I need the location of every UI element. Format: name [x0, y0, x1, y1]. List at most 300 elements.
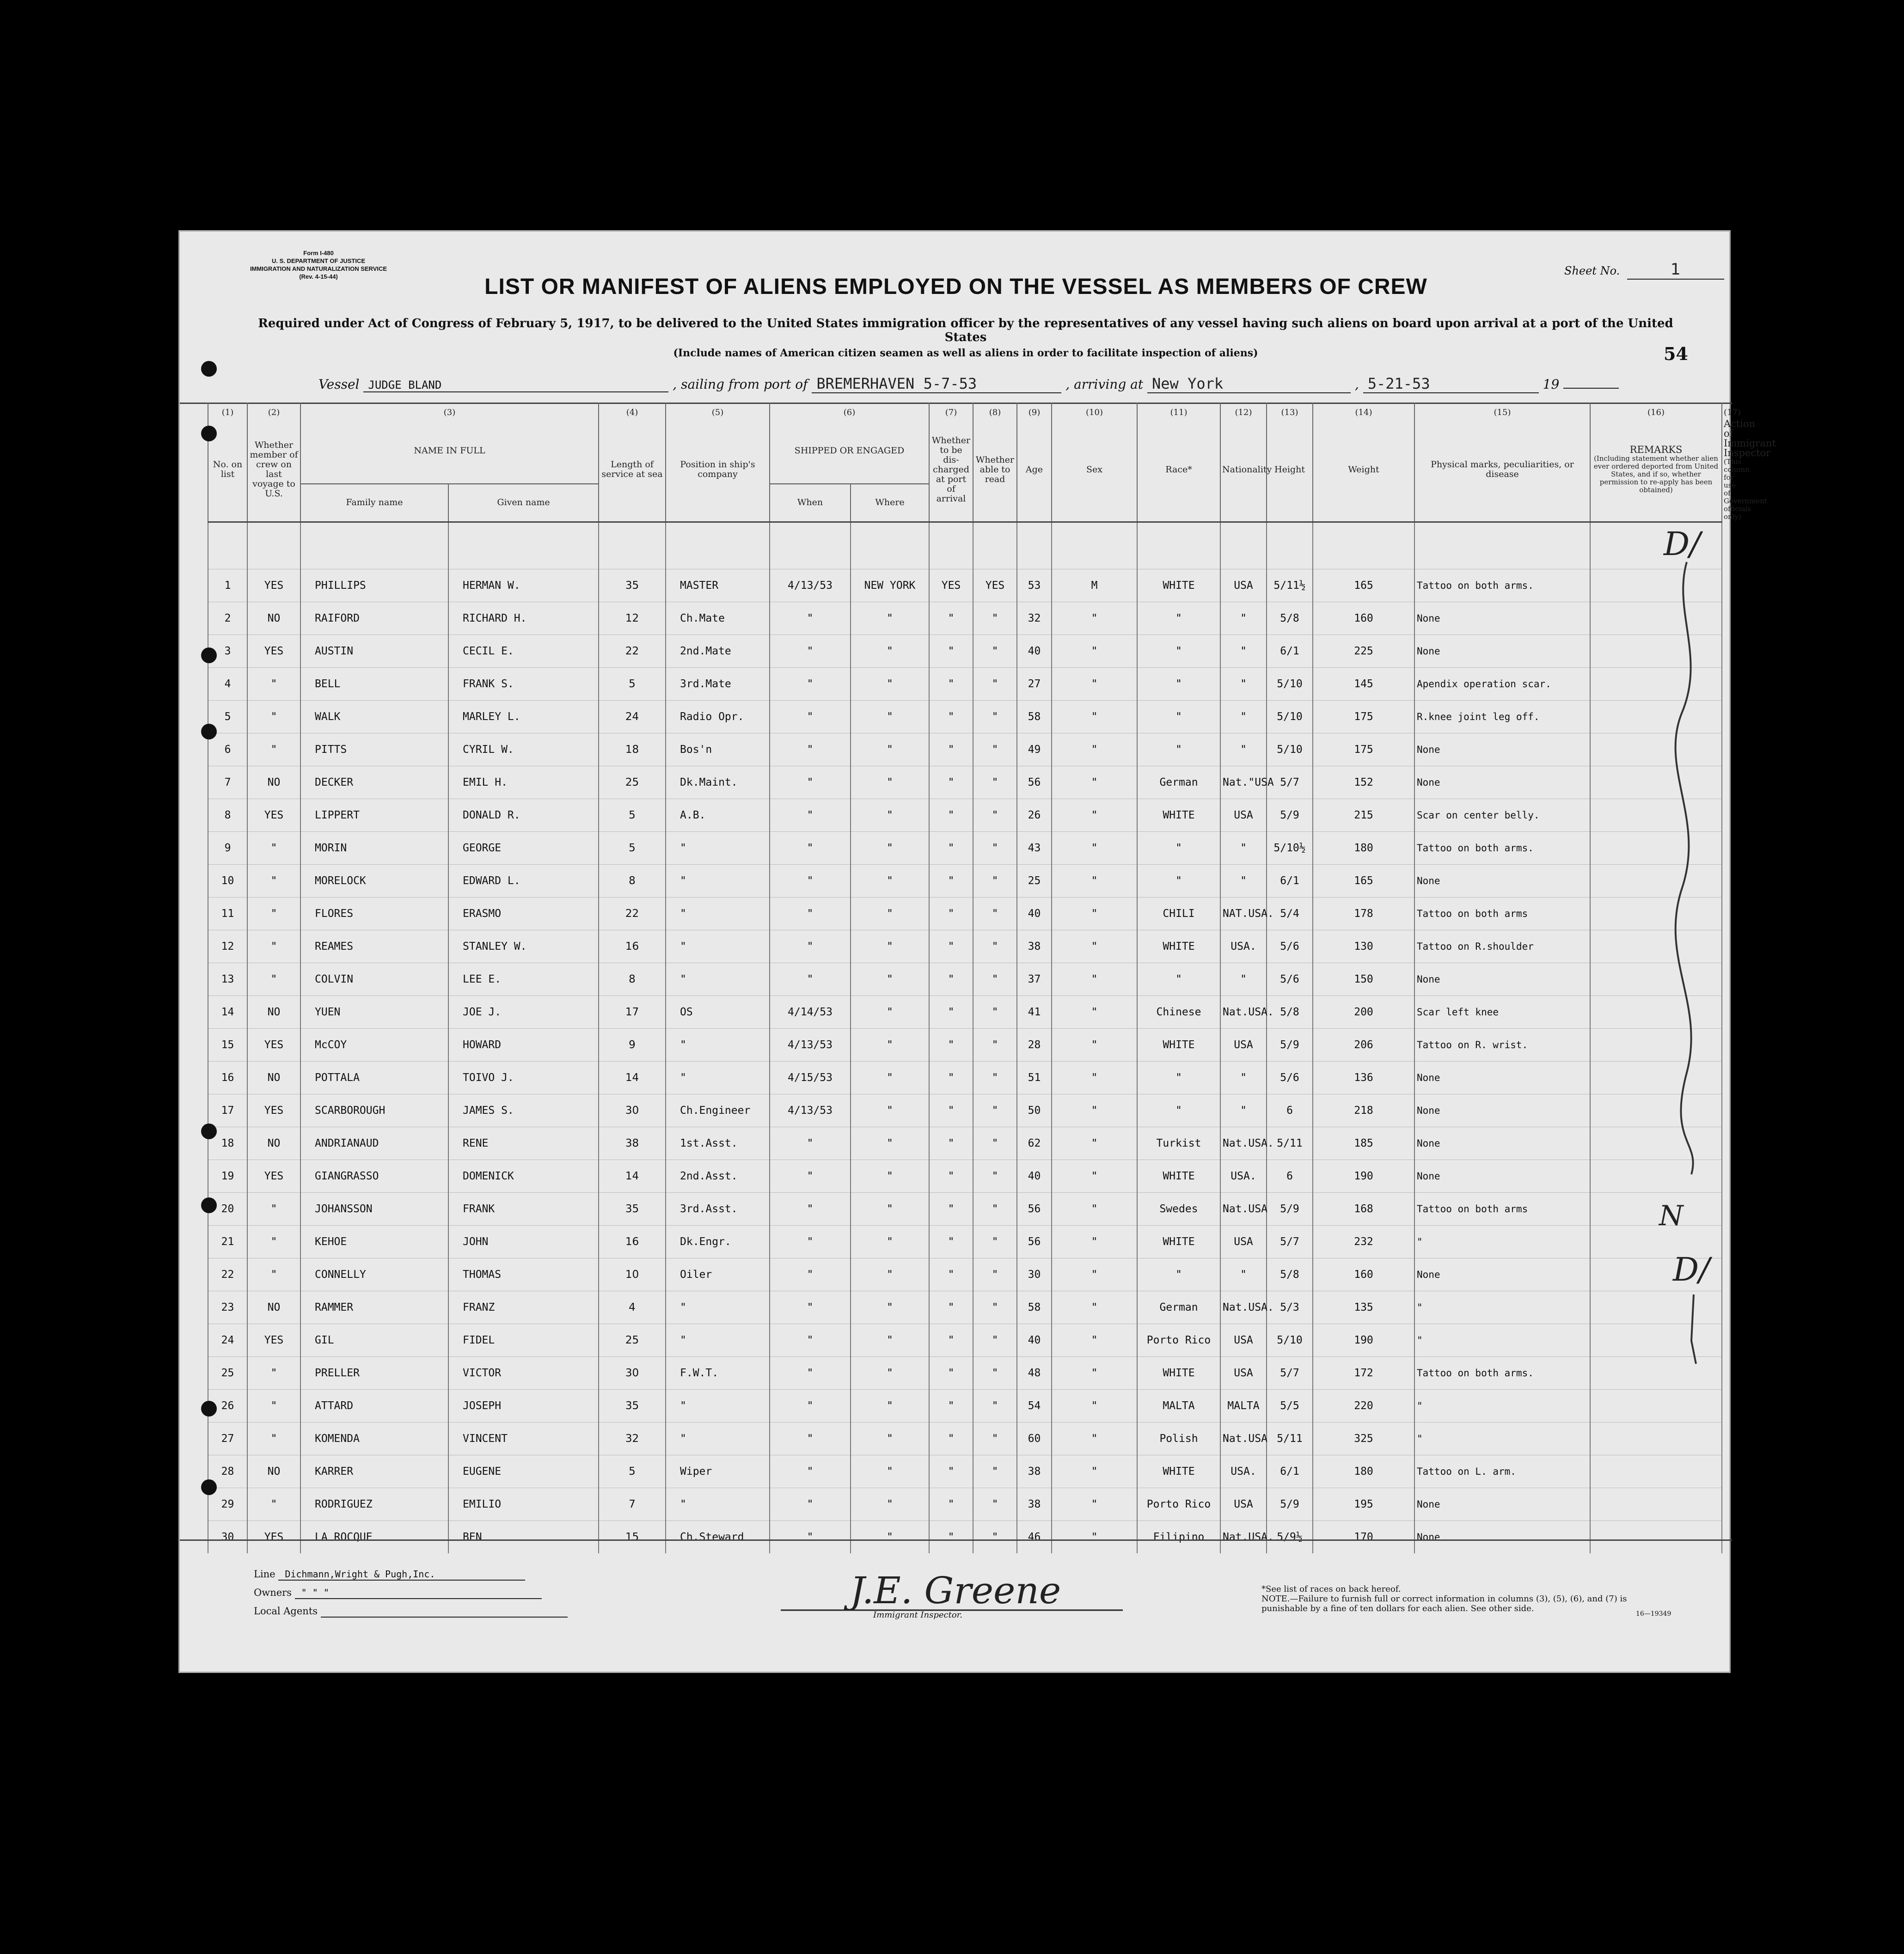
family-name: YUEN: [300, 995, 448, 1028]
family-name: ATTARD: [300, 1389, 448, 1422]
table-row: [208, 1192, 1722, 1225]
vessel-name: JUDGE BLAND: [363, 379, 668, 392]
shipped-when: ": [770, 602, 851, 635]
row-number: 28: [208, 1455, 247, 1488]
discharged: ": [929, 897, 973, 930]
member-last-voyage: ": [247, 733, 300, 766]
given-name: FRANZ: [448, 1291, 599, 1324]
nationality: Nat."USA: [1220, 766, 1267, 799]
length-of-service: 10: [599, 1258, 666, 1291]
length-of-service: 35: [599, 1389, 666, 1422]
member-last-voyage: ": [247, 930, 300, 963]
length-of-service: 14: [599, 1061, 666, 1094]
height: 5/10: [1267, 667, 1313, 700]
continuation-line: [1676, 562, 1693, 1174]
given-name: DOMENICK: [448, 1160, 599, 1192]
member-last-voyage: NO: [247, 1127, 300, 1160]
sex: ": [1052, 930, 1137, 963]
col-number: (1): [208, 403, 247, 418]
physical-marks: None: [1414, 635, 1590, 667]
able-to-read: ": [973, 1160, 1017, 1192]
family-name: JOHANSSON: [300, 1192, 448, 1225]
weight: 325: [1313, 1422, 1414, 1455]
row-number: 16: [208, 1061, 247, 1094]
height: 5/9: [1267, 799, 1313, 831]
sex: ": [1052, 700, 1137, 733]
nationality: USA: [1220, 1488, 1267, 1520]
physical-marks: Tattoo on both arms.: [1414, 831, 1590, 864]
able-to-read: ": [973, 1192, 1017, 1225]
position: ": [666, 864, 770, 897]
shipped-when: ": [770, 1291, 851, 1324]
sex: ": [1052, 1324, 1137, 1356]
nationality: ": [1220, 864, 1267, 897]
shipped-when: ": [770, 1160, 851, 1192]
nationality: Nat.USA: [1220, 1192, 1267, 1225]
discharged: ": [929, 1291, 973, 1324]
physical-marks: ": [1414, 1291, 1590, 1324]
physical-marks: Tattoo on L. arm.: [1414, 1455, 1590, 1488]
table-row: [208, 1422, 1722, 1455]
sex: ": [1052, 1192, 1137, 1225]
able-to-read: ": [973, 1258, 1017, 1291]
signature-text: J.E. Greene: [850, 1569, 1061, 1612]
weight: 185: [1313, 1127, 1414, 1160]
physical-marks: None: [1414, 602, 1590, 635]
age: 48: [1017, 1356, 1052, 1389]
nationality: ": [1220, 831, 1267, 864]
given-name: THOMAS: [448, 1258, 599, 1291]
col-number: (2): [247, 403, 300, 418]
length-of-service: 5: [599, 831, 666, 864]
nationality: Nat.USA.: [1220, 995, 1267, 1028]
table-row: [208, 799, 1722, 831]
able-to-read: ": [973, 602, 1017, 635]
age: 40: [1017, 635, 1052, 667]
race: ": [1137, 667, 1220, 700]
sheet-label: Sheet No.: [1564, 264, 1620, 277]
length-of-service: 22: [599, 897, 666, 930]
shipped-when: ": [770, 667, 851, 700]
shipped-where: ": [851, 1356, 929, 1389]
member-last-voyage: ": [247, 1488, 300, 1520]
shipped-where: ": [851, 897, 929, 930]
col-number: (3): [300, 403, 599, 418]
member-last-voyage: YES: [247, 635, 300, 667]
member-last-voyage: YES: [247, 1028, 300, 1061]
race: German: [1137, 1291, 1220, 1324]
discharged: ": [929, 1520, 973, 1553]
physical-marks: Tattoo on both arms.: [1414, 1356, 1590, 1389]
nationality: ": [1220, 635, 1267, 667]
position: ": [666, 1028, 770, 1061]
crew-rows: [208, 522, 1722, 1553]
race: ": [1137, 831, 1220, 864]
table-row: [208, 930, 1722, 963]
header-when: When: [770, 484, 851, 522]
discharged: ": [929, 995, 973, 1028]
sex: ": [1052, 667, 1137, 700]
weight: 218: [1313, 1094, 1414, 1127]
position: 1st.Asst.: [666, 1127, 770, 1160]
age: 40: [1017, 897, 1052, 930]
height: 6/1: [1267, 1455, 1313, 1488]
family-name: WALK: [300, 700, 448, 733]
col-number: (14): [1313, 403, 1414, 418]
table-row: [208, 1455, 1722, 1488]
owners-field: [254, 1587, 542, 1599]
sex: ": [1052, 963, 1137, 995]
height: 5/6: [1267, 1061, 1313, 1094]
header-sex: Sex: [1052, 418, 1137, 522]
inspector-label: Immigrant Inspector.: [873, 1610, 963, 1620]
height: 5/11: [1267, 1422, 1313, 1455]
row-number: 4: [208, 667, 247, 700]
col-number: (13): [1267, 403, 1313, 418]
height: 5/9: [1267, 1488, 1313, 1520]
given-name: JOSEPH: [448, 1389, 599, 1422]
table-row: [208, 569, 1722, 602]
physical-marks: None: [1414, 1488, 1590, 1520]
shipped-where: ": [851, 1422, 929, 1455]
given-name: EDWARD L.: [448, 864, 599, 897]
shipped-where: ": [851, 766, 929, 799]
discharged: YES: [929, 569, 973, 602]
length-of-service: 16: [599, 930, 666, 963]
sex: ": [1052, 1356, 1137, 1389]
table-row: [208, 831, 1722, 864]
given-name: HERMAN W.: [448, 569, 599, 602]
row-number: 14: [208, 995, 247, 1028]
inspector-marks: [1654, 518, 1728, 1535]
shipped-where: ": [851, 667, 929, 700]
sex: ": [1052, 635, 1137, 667]
physical-marks: Tattoo on both arms: [1414, 897, 1590, 930]
able-to-read: ": [973, 1488, 1017, 1520]
row-number: 12: [208, 930, 247, 963]
able-to-read: ": [973, 667, 1017, 700]
shipped-where: ": [851, 1127, 929, 1160]
able-to-read: ": [973, 864, 1017, 897]
age: 56: [1017, 1192, 1052, 1225]
nationality: USA: [1220, 1028, 1267, 1061]
family-name: KOMENDA: [300, 1422, 448, 1455]
vessel-label: Vessel: [318, 377, 360, 392]
nationality: USA.: [1220, 930, 1267, 963]
row-number: 5: [208, 700, 247, 733]
given-name: GEORGE: [448, 831, 599, 864]
nationality: Nat.USA: [1220, 1422, 1267, 1455]
header-where: Where: [851, 484, 929, 522]
sex: ": [1052, 995, 1137, 1028]
nationality: USA: [1220, 569, 1267, 602]
weight: 160: [1313, 1258, 1414, 1291]
height: 5/9: [1267, 1192, 1313, 1225]
discharged: ": [929, 1192, 973, 1225]
col-number: (6): [770, 403, 929, 418]
sex: ": [1052, 1520, 1137, 1553]
position: 3rd.Asst.: [666, 1192, 770, 1225]
shipped-where: ": [851, 700, 929, 733]
member-last-voyage: NO: [247, 1455, 300, 1488]
agents-label: Local Agents: [254, 1606, 318, 1617]
shipped-when: ": [770, 1225, 851, 1258]
position: ": [666, 1061, 770, 1094]
manifest-sheet: [178, 230, 1776, 1673]
given-name: TOIVO J.: [448, 1061, 599, 1094]
discharged: ": [929, 602, 973, 635]
shipped-where: ": [851, 1192, 929, 1225]
given-name: JOHN: [448, 1225, 599, 1258]
nationality: USA: [1220, 799, 1267, 831]
shipped-where: ": [851, 602, 929, 635]
nationality: ": [1220, 700, 1267, 733]
shipped-when: ": [770, 864, 851, 897]
owners-label: Owners: [254, 1587, 292, 1598]
header-discharged: Whether to be dis-charged at port of arrival: [929, 418, 973, 522]
length-of-service: 30: [599, 1094, 666, 1127]
member-last-voyage: ": [247, 1389, 300, 1422]
race: ": [1137, 1258, 1220, 1291]
table-row: [208, 1258, 1722, 1291]
weight: 232: [1313, 1225, 1414, 1258]
race: ": [1137, 963, 1220, 995]
length-of-service: 35: [599, 569, 666, 602]
weight: 130: [1313, 930, 1414, 963]
shipped-where: ": [851, 963, 929, 995]
race: ": [1137, 864, 1220, 897]
able-to-read: ": [973, 995, 1017, 1028]
table-row: [208, 1389, 1722, 1422]
position: 2nd.Asst.: [666, 1160, 770, 1192]
position: ": [666, 831, 770, 864]
position: ": [666, 1324, 770, 1356]
position: OS: [666, 995, 770, 1028]
race: WHITE: [1137, 799, 1220, 831]
weight: 175: [1313, 733, 1414, 766]
given-name: MARLEY L.: [448, 700, 599, 733]
member-last-voyage: NO: [247, 602, 300, 635]
family-name: COLVIN: [300, 963, 448, 995]
family-name: MORIN: [300, 831, 448, 864]
position: Bos'n: [666, 733, 770, 766]
length-of-service: 8: [599, 864, 666, 897]
shipped-when: ": [770, 1192, 851, 1225]
sex: ": [1052, 864, 1137, 897]
header-position: Position in ship's company: [666, 418, 770, 522]
height: 5/7: [1267, 1356, 1313, 1389]
member-last-voyage: ": [247, 1422, 300, 1455]
col-number: (16): [1590, 403, 1722, 418]
member-last-voyage: ": [247, 831, 300, 864]
height: 5/11: [1267, 1127, 1313, 1160]
weight: 165: [1313, 569, 1414, 602]
family-name: PITTS: [300, 733, 448, 766]
shipped-when: 4/13/53: [770, 1094, 851, 1127]
sailing-port: BREMERHAVEN 5-7-53: [812, 375, 1061, 393]
discharged: ": [929, 1160, 973, 1192]
given-name: CYRIL W.: [448, 733, 599, 766]
height: 5/9: [1267, 1028, 1313, 1061]
position: Oiler: [666, 1258, 770, 1291]
shipped-where: ": [851, 930, 929, 963]
height: 5/10½: [1267, 831, 1313, 864]
shipped-when: ": [770, 963, 851, 995]
physical-marks: ": [1414, 1389, 1590, 1422]
family-name: RAMMER: [300, 1291, 448, 1324]
given-name: EMIL H.: [448, 766, 599, 799]
able-to-read: ": [973, 1061, 1017, 1094]
member-last-voyage: YES: [247, 1520, 300, 1553]
given-name: JOE J.: [448, 995, 599, 1028]
row-number: 15: [208, 1028, 247, 1061]
nationality: ": [1220, 733, 1267, 766]
able-to-read: ": [973, 635, 1017, 667]
inspector-mark: D/: [1673, 1251, 1710, 1288]
height: 5/7: [1267, 1225, 1313, 1258]
row-number: 2: [208, 602, 247, 635]
physical-marks: Tattoo on both arms: [1414, 1192, 1590, 1225]
discharged: ": [929, 1127, 973, 1160]
physical-marks: Tattoo on both arms.: [1414, 569, 1590, 602]
header-length-of-service: Length of service at sea: [599, 418, 666, 522]
position: ": [666, 963, 770, 995]
family-name: AUSTIN: [300, 635, 448, 667]
col-number: (12): [1220, 403, 1267, 418]
print-number: 16—19349: [1636, 1610, 1671, 1618]
col-number: (15): [1414, 403, 1590, 418]
weight: 175: [1313, 700, 1414, 733]
family-name: ANDRIANAUD: [300, 1127, 448, 1160]
nationality: Nat.USA.: [1220, 1127, 1267, 1160]
length-of-service: 8: [599, 963, 666, 995]
nationality: USA: [1220, 1225, 1267, 1258]
sex: ": [1052, 1061, 1137, 1094]
punch-hole: [201, 1124, 217, 1139]
physical-marks: None: [1414, 1061, 1590, 1094]
age: 58: [1017, 700, 1052, 733]
physical-marks: Apendix operation scar.: [1414, 667, 1590, 700]
shipped-where: ": [851, 1225, 929, 1258]
sex: ": [1052, 1291, 1137, 1324]
race: ": [1137, 1061, 1220, 1094]
able-to-read: ": [973, 963, 1017, 995]
weight: 150: [1313, 963, 1414, 995]
family-name: KARRER: [300, 1455, 448, 1488]
member-last-voyage: ": [247, 700, 300, 733]
discharged: ": [929, 1258, 973, 1291]
family-name: PHILLIPS: [300, 569, 448, 602]
physical-marks: None: [1414, 1127, 1590, 1160]
col-number: (9): [1017, 403, 1052, 418]
nationality: ": [1220, 1258, 1267, 1291]
shipped-where: ": [851, 1160, 929, 1192]
shipped-when: ": [770, 635, 851, 667]
height: 5/9½: [1267, 1520, 1313, 1553]
physical-marks: None: [1414, 1094, 1590, 1127]
age: 43: [1017, 831, 1052, 864]
weight: 135: [1313, 1291, 1414, 1324]
punch-hole: [201, 1479, 217, 1495]
race: WHITE: [1137, 569, 1220, 602]
year-label: 19: [1543, 377, 1560, 392]
row-number: 8: [208, 799, 247, 831]
physical-marks: ": [1414, 1225, 1590, 1258]
shipped-where: ": [851, 1520, 929, 1553]
family-name: KEHOE: [300, 1225, 448, 1258]
age: 46: [1017, 1520, 1052, 1553]
shipped-when: ": [770, 1258, 851, 1291]
shipped-where: ": [851, 1324, 929, 1356]
able-to-read: ": [973, 1324, 1017, 1356]
shipped-when: ": [770, 700, 851, 733]
physical-marks: ": [1414, 1422, 1590, 1455]
nationality: MALTA: [1220, 1389, 1267, 1422]
race: WHITE: [1137, 1225, 1220, 1258]
table-row: [208, 1061, 1722, 1094]
shipped-when: ": [770, 1324, 851, 1356]
weight: 190: [1313, 1160, 1414, 1192]
shipped-when: 4/14/53: [770, 995, 851, 1028]
shipped-when: ": [770, 897, 851, 930]
row-number: 1: [208, 569, 247, 602]
member-last-voyage: ": [247, 864, 300, 897]
height: 5/8: [1267, 995, 1313, 1028]
shipped-when: ": [770, 766, 851, 799]
physical-marks: R.knee joint leg off.: [1414, 700, 1590, 733]
table-row: [208, 1225, 1722, 1258]
include-note: (Include names of American citizen seamen as well as aliens in order to facilitate inspection of aliens): [673, 347, 1258, 359]
header-nationality: Nationality: [1220, 418, 1267, 522]
nationality: ": [1220, 602, 1267, 635]
remarks-subtitle: (Including statement whether alien ever ordered deported from United States, and if so, whether permission to re-apply has been obtained): [1593, 454, 1719, 495]
line-value: Dichmann,Wright & Pugh,Inc.: [278, 1569, 525, 1581]
shipped-where: ": [851, 995, 929, 1028]
length-of-service: 5: [599, 1455, 666, 1488]
length-of-service: 22: [599, 635, 666, 667]
age: 40: [1017, 1324, 1052, 1356]
punch-hole: [201, 1401, 217, 1417]
age: 56: [1017, 766, 1052, 799]
able-to-read: ": [973, 733, 1017, 766]
physical-marks: Tattoo on R. wrist.: [1414, 1028, 1590, 1061]
table-row: [208, 766, 1722, 799]
sex: ": [1052, 1422, 1137, 1455]
header-race: Race*: [1137, 418, 1220, 522]
discharged: ": [929, 1356, 973, 1389]
weight: 152: [1313, 766, 1414, 799]
member-last-voyage: NO: [247, 1061, 300, 1094]
nationality: USA: [1220, 1324, 1267, 1356]
punch-hole: [201, 426, 217, 441]
age: 40: [1017, 1160, 1052, 1192]
able-to-read: ": [973, 930, 1017, 963]
age: 28: [1017, 1028, 1052, 1061]
sex: ": [1052, 1389, 1137, 1422]
race: WHITE: [1137, 1356, 1220, 1389]
race: ": [1137, 1094, 1220, 1127]
shipped-when: ": [770, 831, 851, 864]
given-name: EUGENE: [448, 1455, 599, 1488]
height: 5/4: [1267, 897, 1313, 930]
position: Dk.Maint.: [666, 766, 770, 799]
race: MALTA: [1137, 1389, 1220, 1422]
department: U. S. DEPARTMENT OF JUSTICE: [272, 257, 365, 264]
inspector-mark: D/: [1664, 525, 1701, 563]
family-name: DECKER: [300, 766, 448, 799]
sex: ": [1052, 1160, 1137, 1192]
table-row: [208, 1160, 1722, 1192]
